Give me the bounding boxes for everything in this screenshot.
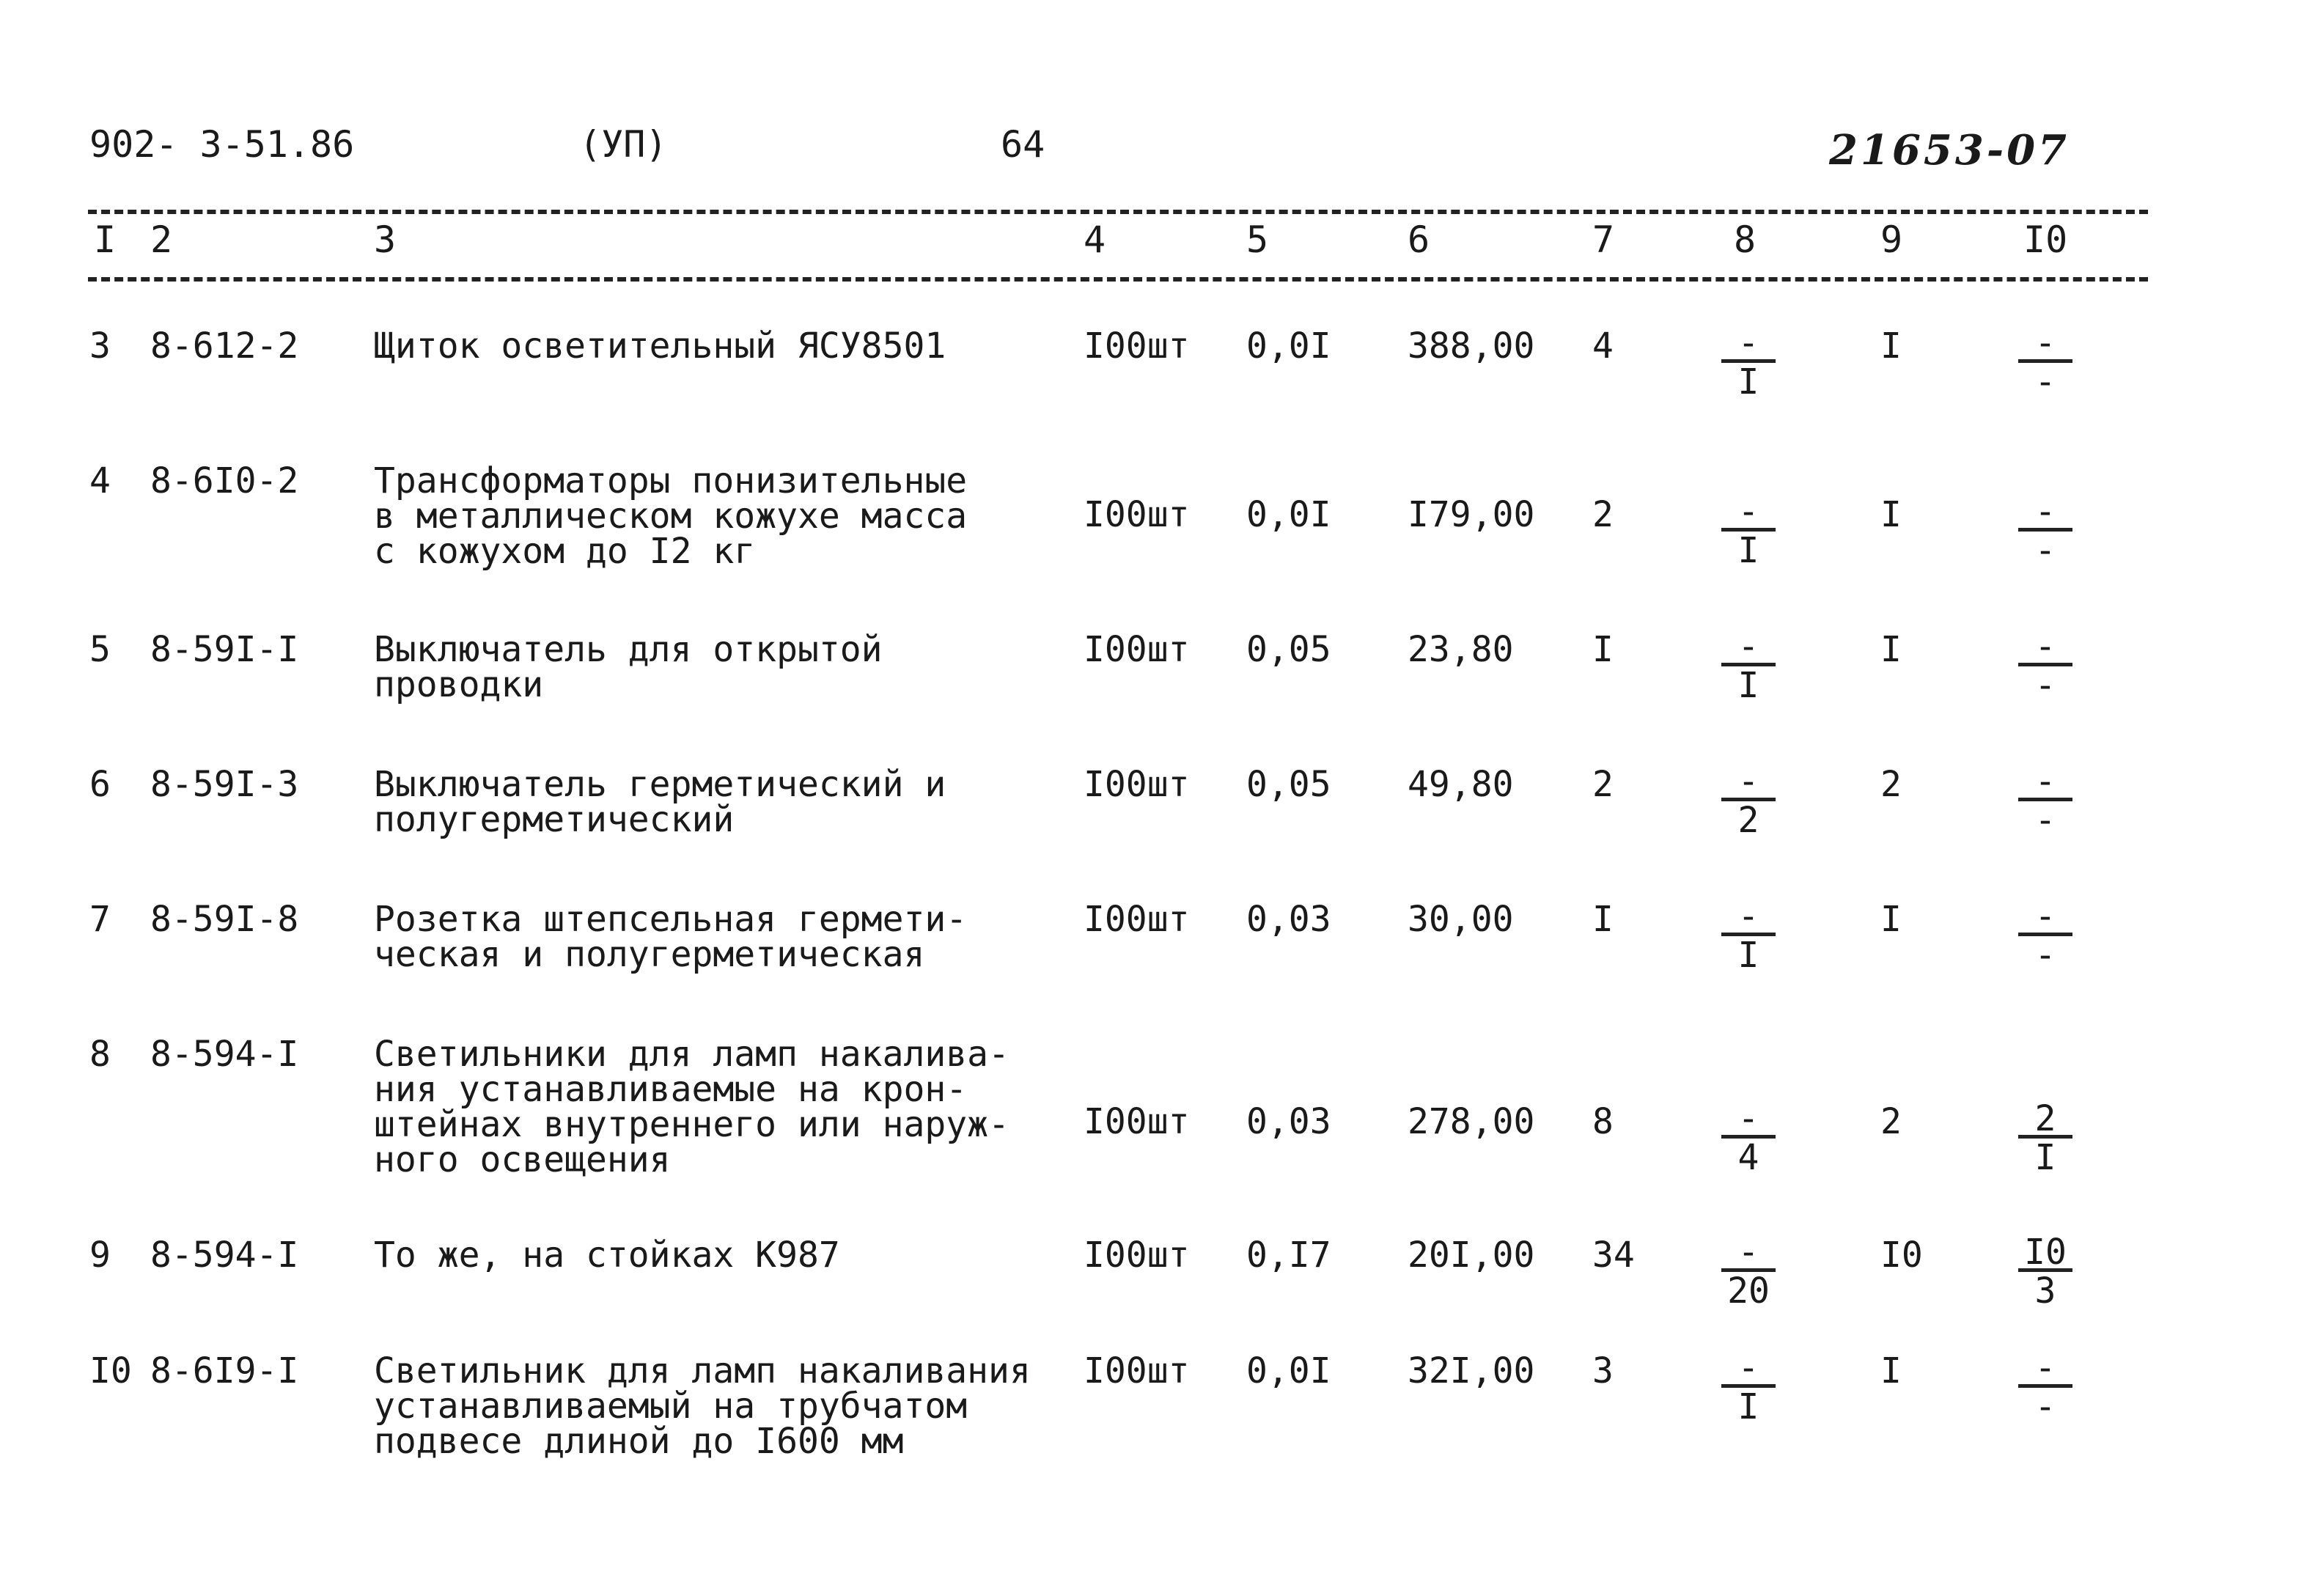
fraction-bottom: - (2034, 1386, 2056, 1427)
row-col8-fraction (1715, 896, 1781, 976)
column-header-10: I0 (2023, 218, 2068, 261)
row-col8-fraction (1715, 761, 1781, 841)
row-col7: 2 (1592, 494, 1614, 535)
row-code: 8-594-I (150, 1235, 299, 1276)
fraction-top: I0 (2024, 1232, 2067, 1273)
row-unit: I00шт (1084, 629, 1190, 670)
row-quantity: 0,03 (1246, 1101, 1331, 1142)
row-price: I79,00 (1408, 494, 1535, 535)
row-price: 30,00 (1408, 899, 1514, 940)
row-quantity: 0,03 (1246, 899, 1331, 940)
row-col8-fraction (1715, 626, 1781, 706)
row-quantity: 0,05 (1246, 629, 1331, 670)
row-col9: I0 (1880, 1235, 1923, 1276)
row-unit: I00шт (1084, 764, 1190, 805)
column-header-7: 7 (1592, 218, 1615, 261)
row-col7: 4 (1592, 326, 1614, 367)
row-col8-fraction (1715, 1347, 1781, 1427)
row-code: 8-59I-3 (150, 764, 299, 805)
row-col9: I (1880, 629, 1902, 670)
reference-number: 21653-07 (1829, 126, 2070, 174)
fraction-bottom: 2 (1737, 800, 1759, 841)
row-number: 8 (89, 1034, 111, 1075)
fraction-top: - (1737, 761, 1759, 802)
row-col8-fraction (1715, 323, 1781, 402)
row-number: 5 (89, 629, 111, 670)
row-col9: 2 (1880, 764, 1902, 805)
row-code: 8-59I-I (150, 629, 299, 670)
row-col9: I (1880, 326, 1902, 367)
row-col8-fraction (1715, 1098, 1781, 1178)
fraction-top: - (2034, 761, 2056, 802)
fraction-bottom: I (1737, 530, 1759, 571)
fraction-bottom: - (2034, 530, 2056, 571)
column-header-6: 6 (1408, 218, 1430, 261)
row-col10-fraction (2012, 1232, 2078, 1312)
fraction-bottom: I (1737, 361, 1759, 402)
row-col8-fraction (1715, 491, 1781, 571)
row-col9: I (1880, 1350, 1902, 1391)
row-description: Выключатель герметический и полугерметический (374, 764, 946, 840)
fraction-top: - (2034, 626, 2056, 667)
header-top-rule (88, 210, 2148, 214)
fraction-bottom: 3 (2034, 1270, 2056, 1312)
row-price: 32I,00 (1408, 1350, 1535, 1391)
row-number: I0 (89, 1350, 132, 1391)
row-col7: I (1592, 899, 1614, 940)
fraction-bottom: 4 (1737, 1137, 1759, 1178)
fraction-top: - (1737, 896, 1759, 937)
row-unit: I00шт (1084, 326, 1190, 367)
column-header-1: I (94, 218, 117, 261)
row-col10-fraction (2012, 1098, 2078, 1178)
row-description: Щиток осветительный ЯСУ8501 (374, 326, 946, 367)
row-col10-fraction (2012, 896, 2078, 976)
row-col10-fraction (2012, 491, 2078, 571)
row-code: 8-612-2 (150, 326, 299, 367)
row-price: 20I,00 (1408, 1235, 1535, 1276)
row-quantity: 0,0I (1246, 494, 1331, 535)
row-description: Выключатель для открытой проводки (374, 629, 883, 705)
row-unit: I00шт (1084, 1350, 1190, 1391)
row-col7: 3 (1592, 1350, 1614, 1391)
fraction-bottom: - (2034, 935, 2056, 976)
fraction-top: - (1737, 626, 1759, 667)
row-col7: 8 (1592, 1101, 1614, 1142)
row-col9: I (1880, 494, 1902, 535)
fraction-bottom: I (1737, 665, 1759, 706)
row-code: 8-6I0-2 (150, 460, 299, 501)
row-description: То же, на стойках К987 (374, 1235, 840, 1276)
column-header-5: 5 (1246, 218, 1269, 261)
fraction-top: - (2034, 491, 2056, 532)
row-col10-fraction (2012, 1347, 2078, 1427)
row-quantity: 0,05 (1246, 764, 1331, 805)
row-col7: 34 (1592, 1235, 1635, 1276)
row-price: 388,00 (1408, 326, 1535, 367)
row-quantity: 0,0I (1246, 1350, 1331, 1391)
row-number: 4 (89, 460, 111, 501)
row-code: 8-594-I (150, 1034, 299, 1075)
fraction-top: - (1737, 1098, 1759, 1139)
row-col9: 2 (1880, 1101, 1902, 1142)
row-col10-fraction (2012, 323, 2078, 402)
fraction-bottom: - (2034, 665, 2056, 706)
fraction-bottom: 20 (1727, 1270, 1770, 1312)
row-description: Светильники для ламп накалива- ния устанавливаемые на крон- штейнах внутреннего или наруж- ного освещения (374, 1034, 1009, 1180)
column-header-9: 9 (1880, 218, 1903, 261)
fraction-top: - (1737, 491, 1759, 532)
section-label: (УП) (579, 123, 668, 166)
fraction-top: - (1737, 1232, 1759, 1273)
row-price: 278,00 (1408, 1101, 1535, 1142)
fraction-bottom: I (1737, 1386, 1759, 1427)
fraction-bottom: I (2034, 1137, 2056, 1178)
row-col9: I (1880, 899, 1902, 940)
fraction-top: - (2034, 1347, 2056, 1389)
row-unit: I00шт (1084, 494, 1190, 535)
row-number: 7 (89, 899, 111, 940)
row-quantity: 0,0I (1246, 326, 1331, 367)
header-bottom-rule (88, 277, 2148, 282)
row-col10-fraction (2012, 626, 2078, 706)
page-number: 64 (1001, 123, 1045, 166)
fraction-bottom: - (2034, 800, 2056, 841)
fraction-top: 2 (2034, 1098, 2056, 1139)
row-code: 8-59I-8 (150, 899, 299, 940)
column-header-2: 2 (150, 218, 173, 261)
row-col7: I (1592, 629, 1614, 670)
row-col7: 2 (1592, 764, 1614, 805)
row-unit: I00шт (1084, 899, 1190, 940)
fraction-top: - (1737, 1347, 1759, 1389)
row-unit: I00шт (1084, 1101, 1190, 1142)
row-description: Розетка штепсельная гермети- ческая и полугерметическая (374, 899, 968, 975)
fraction-bottom: I (1737, 935, 1759, 976)
row-description: Светильник для ламп накаливания устанавливаемый на трубчатом подвесе длиной до I600 мм (374, 1350, 1031, 1462)
row-number: 3 (89, 326, 111, 367)
row-quantity: 0,I7 (1246, 1235, 1331, 1276)
fraction-top: - (2034, 323, 2056, 364)
column-header-4: 4 (1084, 218, 1106, 261)
fraction-bottom: - (2034, 361, 2056, 402)
row-col8-fraction (1715, 1232, 1781, 1312)
document-code: 902- 3-51.86 (89, 123, 355, 166)
row-unit: I00шт (1084, 1235, 1190, 1276)
row-number: 9 (89, 1235, 111, 1276)
column-header-3: 3 (374, 218, 397, 261)
row-code: 8-6I9-I (150, 1350, 299, 1391)
row-price: 49,80 (1408, 764, 1514, 805)
fraction-top: - (2034, 896, 2056, 937)
row-col10-fraction (2012, 761, 2078, 841)
row-price: 23,80 (1408, 629, 1514, 670)
fraction-top: - (1737, 323, 1759, 364)
row-number: 6 (89, 764, 111, 805)
row-description: Трансформаторы понизительные в металлическом кожухе масса с кожухом до I2 кг (374, 460, 968, 572)
column-header-8: 8 (1734, 218, 1757, 261)
